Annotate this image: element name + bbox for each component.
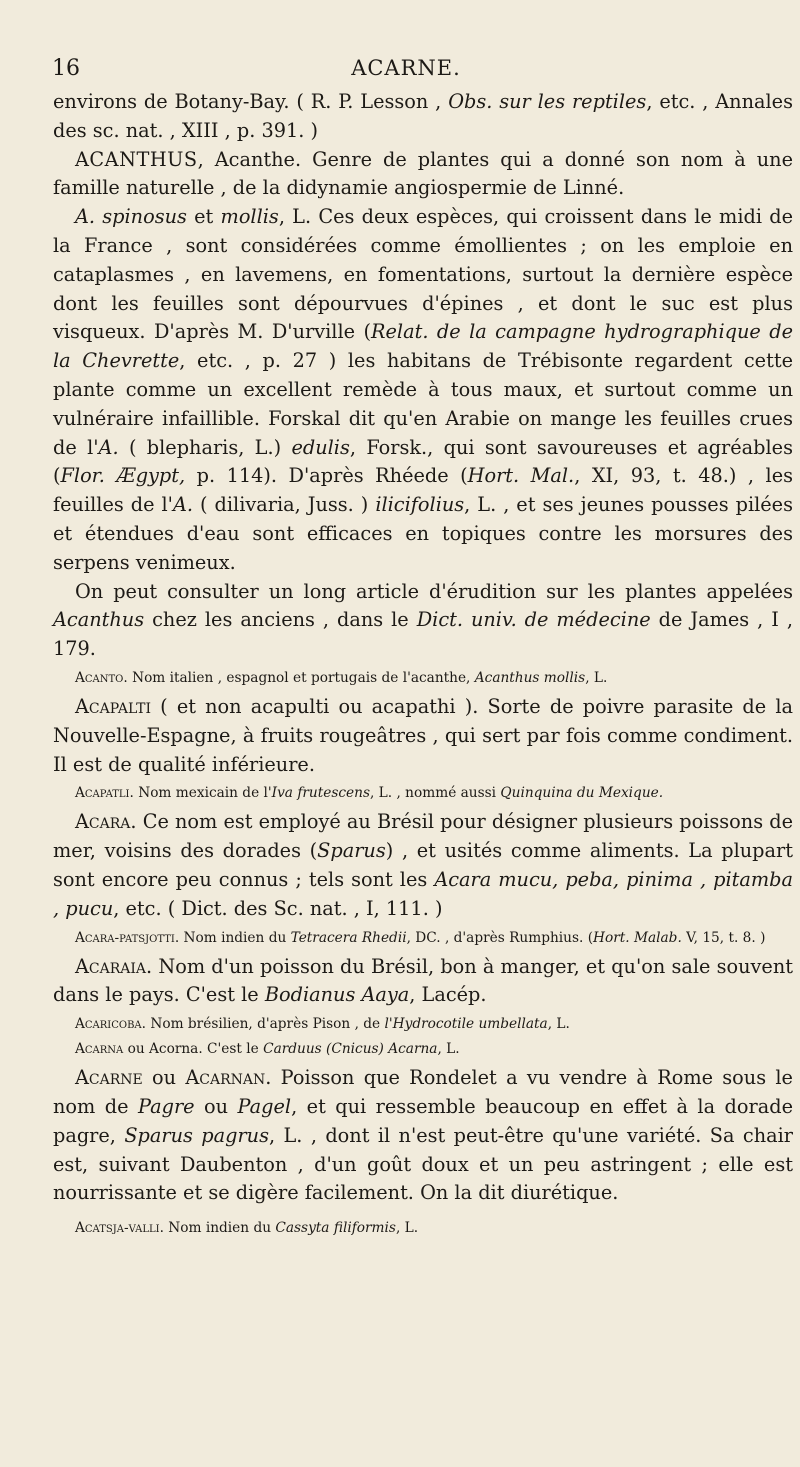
page-body: [53, 88, 793, 1243]
page-number: 16: [52, 56, 80, 81]
entry-acapalti: Acapalti ( et non acapulti ou acapathi ). Sorte de poivre parasite de la Nouvelle-Espagne, à fruits rougeâtres , qui sert par fois comme condiment. Il est de qualité inférieure.: [53, 694, 793, 776]
entry-acaraia: Acaraia. Nom d'un poisson du Brésil, bon à manger, et qu'on sale souvent dans le pays. C'est le Bodianus Aaya, Lacép.: [53, 954, 793, 1007]
entry-acara-patsjotti: Acara-patsjotti. Nom indien du Tetracera Rhedii, DC. , d'après Rumphius. (Hort. Malab. V, 15, t. 8. ): [75, 929, 766, 946]
entry-acanthus: ACANTHUS, Acanthe. Genre de plantes qui a donné son nom à une famille naturelle , de la didynamie angiospermie de Linné.: [53, 147, 793, 200]
entry-acapatli: Acapatli. Nom mexicain de l'Iva frutescens, L. , nommé aussi Quinquina du Mexique.: [75, 785, 664, 802]
entry-acaricoba: Acaricoba. Nom brésilien, d'après Pison , de l'Hydrocotile umbellata, L.: [75, 1016, 570, 1033]
entry-acanthus-species: A. spinosus et mollis, L. Ces deux espèces, qui croissent dans le midi de la France , sont considérées comme émollientes ; on les emploie en cataplasmes , en lavemens, en fomentations, surtout la dernière espèce dont les feuilles sont dépourvues d'épines , et dont le suc est plus visqueux. D'après M. D'urville (Relat. de la campagne hydrographique de la Chevrette, etc. , p. 27 ) les habitans de Trébisonte regardent cette plante comme un excellent remède à tous maux, et surtout comme un vulnéraire infaillible. Forskal dit qu'en Arabie on mange les feuilles crues de l'A. ( blepharis, L.) edulis, Forsk., qui sont savoureuses et agréables (Flor. Ægypt, p. 114). D'après Rhéede (Hort. Mal., XI, 93, t. 48.) , les feuilles de l'A. ( dilivaria, Juss. ) ilicifolius, L. , et ses jeunes pousses pilées et étendues d'eau sont efficaces en topiques contre les morsures des serpens venimeux.: [53, 205, 794, 574]
entry-continuation: environs de Botany-Bay. ( R. P. Lesson , Obs. sur les reptiles, etc. , Annales des sc. nat. , XIII , p. 391. ): [53, 90, 793, 142]
entry-acarna: Acarna ou Acorna. C'est le Carduus (Cnicus) Acarna, L.: [75, 1041, 460, 1058]
entry-acara: Acara. Ce nom est employé au Brésil pour désigner plusieurs poissons de mer, voisins des dorades (Sparus) , et usités comme aliments. La plupart sont encore peu connus ; tels sont les Acara mucu, peba, pinima , pitamba , pucu, etc. ( Dict. des Sc. nat. , I, 111. ): [53, 810, 793, 920]
entry-acanthus-more: On peut consulter un long article d'érudition sur les plantes appelées Acanthus chez les anciens , dans le Dict. univ. de médecine de James , I , 179.: [53, 579, 793, 661]
entry-acatsja-valli: Acatsja-valli. Nom indien du Cassyta filiformis, L.: [75, 1220, 419, 1237]
entry-acanto: Acanto. Nom italien , espagnol et portugais de l'acanthe, Acanthus mollis, L.: [75, 669, 608, 686]
page-header: [52, 56, 760, 90]
running-head: ACARNE.: [351, 56, 461, 80]
entry-acarne: Acarne ou Acarnan. Poisson que Rondelet a vu vendre à Rome sous le nom de Pagre ou Pagel, et qui ressemble beaucoup en effet à la dorade pagre, Sparus pagrus, L. , dont il n'est peut-être qu'une variété. Sa chair est, suivant Daubenton , d'un goût doux et un peu astringent ; elle est nourrissante et se digère facilement. On la dit diurétique.: [53, 1066, 793, 1205]
